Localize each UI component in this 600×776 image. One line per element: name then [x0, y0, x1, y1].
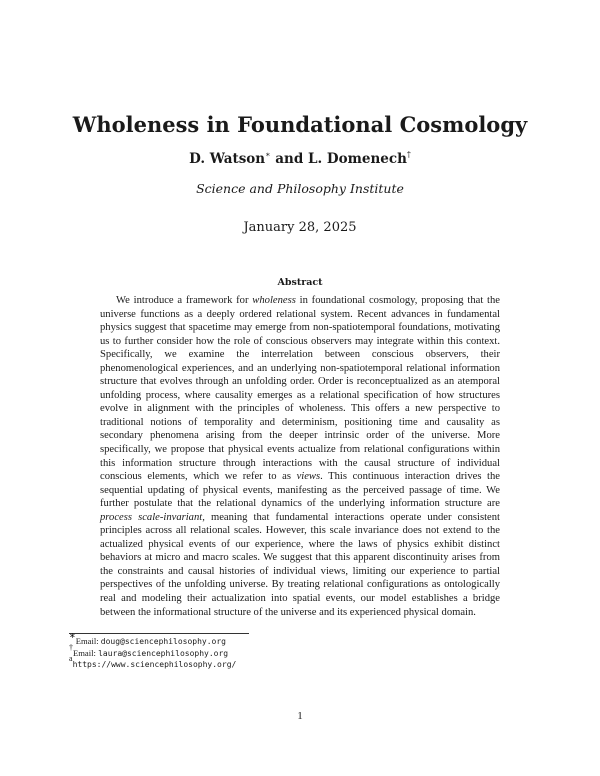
footnote-email-link[interactable]: laura@sciencephilosophy.org [98, 648, 229, 658]
author-name: D. Watson [189, 151, 266, 167]
abstract-segment: We introduce a framework for [116, 295, 253, 306]
footnote-email-link[interactable]: doug@sciencephilosophy.org [100, 637, 226, 646]
author-joiner: and [270, 151, 308, 167]
page-number: 1 [297, 710, 303, 722]
footnote-label: Email: [73, 647, 99, 658]
abstract-emphasis: wholeness [252, 295, 296, 306]
abstract-segment: in foundational cosmology, proposing that the universe functions as a deeply ordered relational system. Recent advances in fundamental physics suggest that spacetime may emerge from non-spatiotemporal foundations, motivating us to further consider how the role of conscious observers may integrate within this context. Specifically, we examine the interrelation between conscious observers, their phenomenological experiences, and an underlying non-spatiotemporal relational information structure that evolves through an unfolding order. Order is reconceptualized as an atemporal unfolding process, where causality emerges as a relational specification of how structures evolve in alignment with the principles of wholeness. This offers a new perspective to traditional notions of temporality and determinism, positioning time and causality as secondary phenomena arising from the deeper intrinsic order of the universe. More specifically, we propose that physical events actualize from relational configurations within this information structure through interactions with the causal structure of individual conscious elements, which we refer to as [100, 295, 500, 483]
footnote-mark: † [69, 642, 73, 652]
footnotes [69, 631, 529, 671]
footnote-mark: ∗ [265, 150, 271, 159]
publication-date: January 28, 2025 [243, 220, 357, 235]
paper-title: Wholeness in Foundational Cosmology [72, 112, 528, 137]
abstract-emphasis: process scale-invariant [100, 511, 203, 523]
footnote-divider [69, 633, 249, 634]
footnote-item [69, 654, 529, 671]
author-name: L. Domenech [307, 151, 407, 167]
abstract-segment: , meaning that fundamental interactions operate under consistent principles across all relational scales. However, this scale invariance does not extend to the actualized physical events of our experience, where the laws of physics exhibit distinct behaviors at micro and macro scales. We suggest that this apparent discontinuity arises from the constraints and causal histories of individual views, limiting our experience to partial perspectives of the unfolding universe. By treating relational configurations as ontologically real and modeling their actualization into spatial events, our model establishes a bridge between the informational structure of the universe and its experienced physical domain. [100, 511, 500, 618]
footnote-mark: a [69, 654, 73, 663]
affiliation: Science and Philosophy Institute [196, 181, 404, 196]
abstract-heading: Abstract [277, 277, 323, 288]
footnote-item [69, 631, 529, 648]
footnote-url-link[interactable]: https://www.sciencephilosophy.org/ [72, 660, 237, 669]
footnote-label: Email: [75, 636, 101, 646]
abstract-emphasis: views [296, 471, 321, 483]
author-line [0, 151, 600, 167]
footnote-mark: ∗ [69, 631, 76, 640]
footnote-mark: † [406, 150, 411, 159]
abstract-segment: . This continuous interaction drives the sequential updating of physical events, manifesting as the perceived passage of time. We further postulate that the relational dynamics of the underlying information structure are [100, 471, 501, 510]
footnote-item [69, 642, 529, 660]
abstract-text [100, 294, 500, 619]
